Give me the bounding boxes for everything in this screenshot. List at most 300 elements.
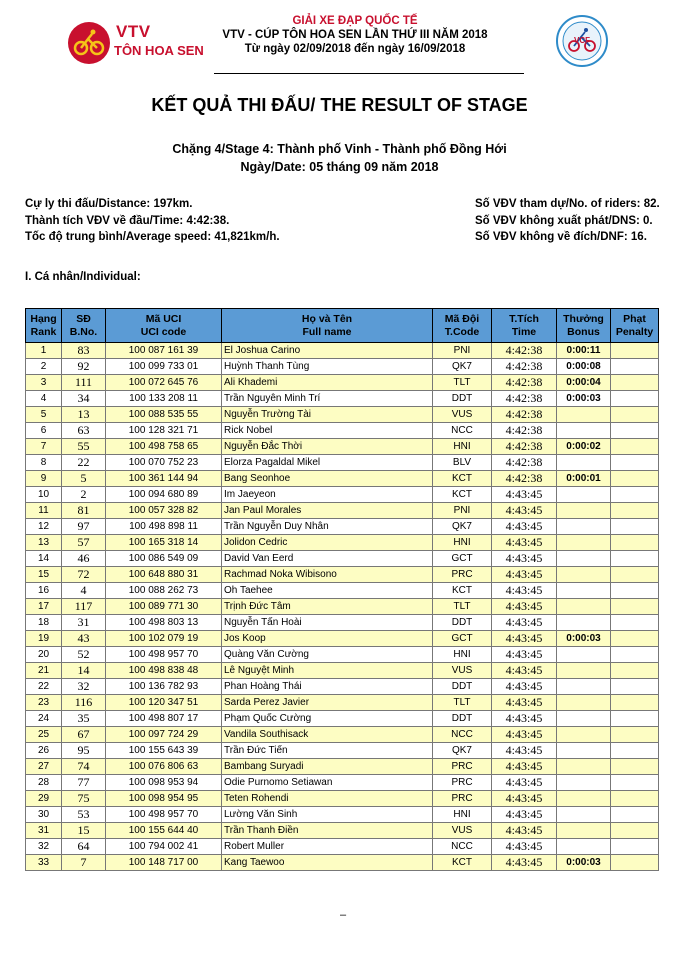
time-cell: 4:43:45	[492, 711, 557, 727]
cyclist-logo-icon	[68, 22, 110, 64]
uci-code-cell: 100 133 208 11	[106, 391, 222, 407]
rider-name-cell: Oh Taehee	[222, 583, 433, 599]
time-cell: 4:42:38	[492, 343, 557, 359]
rider-name-cell: Lường Văn Sinh	[222, 807, 433, 823]
uci-code-cell: 100 136 782 93	[106, 679, 222, 695]
rider-name-cell: Trịnh Đức Tâm	[222, 599, 433, 615]
uci-code-cell: 100 087 161 39	[106, 343, 222, 359]
penalty-cell	[611, 471, 659, 487]
rank-cell: 21	[26, 663, 62, 679]
table-row	[26, 599, 659, 615]
table-row	[26, 423, 659, 439]
column-header-vi: T.Tích	[509, 312, 539, 325]
penalty-cell	[611, 791, 659, 807]
bib-number-cell: 53	[62, 807, 106, 823]
event-title-line2: VTV - CÚP TÔN HOA SEN LẦN THỨ III NĂM 2018	[222, 29, 488, 41]
column-header-en: B.No.	[69, 325, 98, 338]
rider-name-cell: Lê Nguyệt Minh	[222, 663, 433, 679]
uci-code-cell: 100 498 957 70	[106, 647, 222, 663]
time-cell: 4:43:45	[492, 615, 557, 631]
time-cell: 4:43:45	[492, 583, 557, 599]
rank-cell: 29	[26, 791, 62, 807]
bib-number-cell: 116	[62, 695, 106, 711]
rider-name-cell: Jos Koop	[222, 631, 433, 647]
race-stats-right	[475, 196, 660, 246]
team-code-cell: PRC	[433, 775, 492, 791]
penalty-cell	[611, 807, 659, 823]
bonus-cell	[557, 807, 611, 823]
table-row	[26, 743, 659, 759]
rider-name-cell: El Joshua Carino	[222, 343, 433, 359]
penalty-cell	[611, 343, 659, 359]
results-body	[26, 343, 659, 871]
bonus-cell	[557, 839, 611, 855]
rider-name-cell: Jolidon Cedric	[222, 535, 433, 551]
table-row	[26, 631, 659, 647]
dnf-count-text: Số VĐV không về đích/DNF: 16.	[475, 231, 647, 243]
time-cell: 4:43:45	[492, 567, 557, 583]
table-row	[26, 471, 659, 487]
rank-cell: 5	[26, 407, 62, 423]
rank-cell: 33	[26, 855, 62, 871]
rider-name-cell: Trần Thanh Điền	[222, 823, 433, 839]
penalty-cell	[611, 455, 659, 471]
bonus-cell: 0:00:03	[557, 855, 611, 871]
bib-number-cell: 81	[62, 503, 106, 519]
rank-cell: 28	[26, 775, 62, 791]
team-code-cell: NCC	[433, 423, 492, 439]
bonus-cell	[557, 663, 611, 679]
penalty-cell	[611, 775, 659, 791]
bonus-cell	[557, 599, 611, 615]
penalty-cell	[611, 487, 659, 503]
penalty-cell	[611, 711, 659, 727]
uci-code-cell: 100 099 733 01	[106, 359, 222, 375]
team-code-cell: PRC	[433, 759, 492, 775]
time-cell: 4:43:45	[492, 727, 557, 743]
time-cell: 4:43:45	[492, 599, 557, 615]
table-row	[26, 359, 659, 375]
column-header-vi: Phạt	[623, 312, 646, 325]
uci-code-cell: 100 498 838 48	[106, 663, 222, 679]
penalty-cell	[611, 375, 659, 391]
rider-name-cell: Bang Seonhoe	[222, 471, 433, 487]
bonus-cell	[557, 567, 611, 583]
table-row	[26, 391, 659, 407]
bonus-cell	[557, 695, 611, 711]
bib-number-cell: 52	[62, 647, 106, 663]
event-title-line3: Từ ngày 02/09/2018 đến ngày 16/09/2018	[244, 43, 466, 55]
table-row	[26, 375, 659, 391]
bib-number-cell: 117	[62, 599, 106, 615]
column-header-en: UCI code	[140, 325, 187, 338]
rank-cell: 7	[26, 439, 62, 455]
bonus-cell	[557, 679, 611, 695]
rank-cell: 26	[26, 743, 62, 759]
rider-name-cell: Rick Nobel	[222, 423, 433, 439]
rider-name-cell: Odie Purnomo Setiawan	[222, 775, 433, 791]
distance-text: Cự ly thi đấu/Distance: 197km.	[25, 198, 193, 210]
bonus-cell	[557, 519, 611, 535]
penalty-cell	[611, 535, 659, 551]
bonus-cell: 0:00:02	[557, 439, 611, 455]
penalty-cell	[611, 359, 659, 375]
penalty-cell	[611, 439, 659, 455]
uci-code-cell: 100 155 643 39	[106, 743, 222, 759]
rider-name-cell: Teten Rohendi	[222, 791, 433, 807]
penalty-cell	[611, 567, 659, 583]
team-code-cell: QK7	[433, 359, 492, 375]
table-row	[26, 455, 659, 471]
rank-cell: 13	[26, 535, 62, 551]
bonus-cell	[557, 583, 611, 599]
event-title-block	[215, 14, 495, 56]
vcf-logo-text: VCF	[574, 36, 590, 45]
penalty-cell	[611, 615, 659, 631]
rank-cell: 2	[26, 359, 62, 375]
rider-name-cell: Trần Nguyễn Duy Nhân	[222, 519, 433, 535]
team-code-cell: KCT	[433, 471, 492, 487]
bonus-cell	[557, 503, 611, 519]
team-code-cell: VUS	[433, 823, 492, 839]
time-cell: 4:43:45	[492, 791, 557, 807]
penalty-cell	[611, 759, 659, 775]
bib-number-cell: 4	[62, 583, 106, 599]
column-header-en: Time	[511, 325, 537, 338]
column-header-vi: SĐ	[76, 312, 91, 325]
bonus-cell	[557, 487, 611, 503]
uci-code-cell: 100 086 549 09	[106, 551, 222, 567]
bonus-cell	[557, 775, 611, 791]
uci-code-cell: 100 098 953 94	[106, 775, 222, 791]
document-header	[0, 0, 679, 90]
bonus-cell	[557, 823, 611, 839]
uci-code-cell: 100 076 806 63	[106, 759, 222, 775]
vcf-logo	[555, 14, 609, 68]
team-code-cell: HNI	[433, 439, 492, 455]
bib-number-cell: 35	[62, 711, 106, 727]
column-header	[62, 309, 106, 343]
rider-name-cell: Ali Khademi	[222, 375, 433, 391]
logo-brand-bottom: TÔN HOA SEN	[114, 43, 204, 58]
bib-number-cell: 31	[62, 615, 106, 631]
column-header	[222, 309, 433, 343]
uci-code-cell: 100 155 644 40	[106, 823, 222, 839]
uci-code-cell: 100 057 328 82	[106, 503, 222, 519]
table-row	[26, 439, 659, 455]
rank-cell: 16	[26, 583, 62, 599]
rank-cell: 19	[26, 631, 62, 647]
uci-code-cell: 100 148 717 00	[106, 855, 222, 871]
rank-cell: 30	[26, 807, 62, 823]
rider-name-cell: Nguyễn Tấn Hoài	[222, 615, 433, 631]
bib-number-cell: 74	[62, 759, 106, 775]
bib-number-cell: 13	[62, 407, 106, 423]
average-speed-text: Tốc độ trung bình/Average speed: 41,821km/h.	[25, 231, 280, 243]
bonus-cell: 0:00:03	[557, 631, 611, 647]
rider-name-cell: Rachmad Noka Wibisono	[222, 567, 433, 583]
bib-number-cell: 14	[62, 663, 106, 679]
column-header	[492, 309, 557, 343]
column-header	[26, 309, 62, 343]
bib-number-cell: 92	[62, 359, 106, 375]
penalty-cell	[611, 391, 659, 407]
team-code-cell: DDT	[433, 391, 492, 407]
uci-code-cell: 100 097 724 29	[106, 727, 222, 743]
rider-name-cell: Nguyễn Đắc Thời	[222, 439, 433, 455]
time-cell: 4:43:45	[492, 647, 557, 663]
team-code-cell: VUS	[433, 407, 492, 423]
bib-number-cell: 55	[62, 439, 106, 455]
penalty-cell	[611, 631, 659, 647]
table-row	[26, 407, 659, 423]
penalty-cell	[611, 503, 659, 519]
footer-mark: –	[340, 909, 347, 921]
uci-code-cell: 100 089 771 30	[106, 599, 222, 615]
time-cell: 4:43:45	[492, 775, 557, 791]
team-code-cell: NCC	[433, 727, 492, 743]
rider-name-cell: Robert Muller	[222, 839, 433, 855]
bib-number-cell: 15	[62, 823, 106, 839]
team-code-cell: QK7	[433, 519, 492, 535]
bonus-cell	[557, 551, 611, 567]
time-cell: 4:42:38	[492, 375, 557, 391]
table-row	[26, 519, 659, 535]
bonus-cell	[557, 711, 611, 727]
team-code-cell: HNI	[433, 535, 492, 551]
team-code-cell: KCT	[433, 487, 492, 503]
team-code-cell: PRC	[433, 791, 492, 807]
penalty-cell	[611, 839, 659, 855]
team-code-cell: NCC	[433, 839, 492, 855]
time-cell: 4:43:45	[492, 535, 557, 551]
time-cell: 4:43:45	[492, 519, 557, 535]
bonus-cell	[557, 727, 611, 743]
event-title-line1: GIẢI XE ĐẠP QUỐC TẾ	[292, 15, 418, 27]
header-divider	[214, 73, 524, 74]
bib-number-cell: 2	[62, 487, 106, 503]
uci-code-cell: 100 070 752 23	[106, 455, 222, 471]
rider-name-cell: Kang Taewoo	[222, 855, 433, 871]
race-stats-left	[25, 196, 280, 246]
penalty-cell	[611, 407, 659, 423]
bib-number-cell: 46	[62, 551, 106, 567]
uci-code-cell: 100 794 002 41	[106, 839, 222, 855]
table-row	[26, 487, 659, 503]
page-title: KẾT QUẢ THI ĐẤU/ THE RESULT OF STAGE	[151, 95, 528, 115]
team-code-cell: DDT	[433, 711, 492, 727]
bib-number-cell: 22	[62, 455, 106, 471]
penalty-cell	[611, 647, 659, 663]
penalty-cell	[611, 599, 659, 615]
logo-brand-top: VTV	[116, 22, 151, 41]
team-code-cell: GCT	[433, 631, 492, 647]
team-code-cell: HNI	[433, 807, 492, 823]
rank-cell: 23	[26, 695, 62, 711]
time-cell: 4:43:45	[492, 823, 557, 839]
bib-number-cell: 34	[62, 391, 106, 407]
bonus-cell: 0:00:04	[557, 375, 611, 391]
rider-name-cell: Phan Hoàng Thái	[222, 679, 433, 695]
table-row	[26, 823, 659, 839]
table-row	[26, 839, 659, 855]
penalty-cell	[611, 583, 659, 599]
rank-cell: 14	[26, 551, 62, 567]
time-cell: 4:42:38	[492, 391, 557, 407]
rider-name-cell: Vandila Southisack	[222, 727, 433, 743]
rank-cell: 11	[26, 503, 62, 519]
rank-cell: 6	[26, 423, 62, 439]
riders-count-text: Số VĐV tham dự/No. of riders: 82.	[475, 198, 660, 210]
results-table	[25, 308, 659, 871]
vtv-ton-hoa-sen-logo	[68, 18, 218, 78]
rider-name-cell: Sarda Perez Javier	[222, 695, 433, 711]
uci-code-cell: 100 498 807 17	[106, 711, 222, 727]
bonus-cell	[557, 647, 611, 663]
bonus-cell	[557, 535, 611, 551]
table-row	[26, 535, 659, 551]
column-header-en: Bonus	[567, 325, 600, 338]
penalty-cell	[611, 551, 659, 567]
rider-name-cell: Bambang Suryadi	[222, 759, 433, 775]
uci-code-cell: 100 088 535 55	[106, 407, 222, 423]
dns-count-text: Số VĐV không xuất phát/DNS: 0.	[475, 214, 653, 227]
table-row	[26, 695, 659, 711]
rider-name-cell: Trần Đức Tiến	[222, 743, 433, 759]
column-header	[557, 309, 611, 343]
team-code-cell: TLT	[433, 599, 492, 615]
bonus-cell: 0:00:11	[557, 343, 611, 359]
penalty-cell	[611, 423, 659, 439]
column-header-vi: Mã UCI	[145, 312, 182, 325]
rider-name-cell: Im Jaeyeon	[222, 487, 433, 503]
table-row	[26, 775, 659, 791]
uci-code-cell: 100 498 957 70	[106, 807, 222, 823]
team-code-cell: PNI	[433, 503, 492, 519]
rider-name-cell: Huỳnh Thanh Tùng	[222, 359, 433, 375]
bib-number-cell: 5	[62, 471, 106, 487]
rider-name-cell: Nguyễn Trường Tài	[222, 407, 433, 423]
rider-name-cell: Elorza Pagaldal Mikel	[222, 455, 433, 471]
time-cell: 4:43:45	[492, 503, 557, 519]
bonus-cell	[557, 423, 611, 439]
time-cell: 4:42:38	[492, 471, 557, 487]
table-row	[26, 807, 659, 823]
rank-cell: 32	[26, 839, 62, 855]
table-row	[26, 759, 659, 775]
rider-name-cell: Quàng Văn Cường	[222, 647, 433, 663]
team-code-cell: DDT	[433, 679, 492, 695]
stage-title: Chặng 4/Stage 4: Thành phố Vinh - Thành phố Đồng Hới	[172, 142, 507, 156]
bib-number-cell: 83	[62, 343, 106, 359]
table-row	[26, 791, 659, 807]
bonus-cell	[557, 759, 611, 775]
bonus-cell: 0:00:03	[557, 391, 611, 407]
table-row	[26, 567, 659, 583]
rank-cell: 17	[26, 599, 62, 615]
team-code-cell: PRC	[433, 567, 492, 583]
column-header	[106, 309, 222, 343]
team-code-cell: TLT	[433, 695, 492, 711]
time-cell: 4:43:45	[492, 695, 557, 711]
rider-name-cell: Jan Paul Morales	[222, 503, 433, 519]
uci-code-cell: 100 498 758 65	[106, 439, 222, 455]
uci-code-cell: 100 098 954 95	[106, 791, 222, 807]
table-row	[26, 503, 659, 519]
penalty-cell	[611, 519, 659, 535]
penalty-cell	[611, 743, 659, 759]
rank-cell: 27	[26, 759, 62, 775]
penalty-cell	[611, 663, 659, 679]
time-cell: 4:43:45	[492, 759, 557, 775]
rank-cell: 22	[26, 679, 62, 695]
time-cell: 4:42:38	[492, 359, 557, 375]
uci-code-cell: 100 498 898 11	[106, 519, 222, 535]
bib-number-cell: 67	[62, 727, 106, 743]
time-cell: 4:43:45	[492, 839, 557, 855]
time-cell: 4:43:45	[492, 855, 557, 871]
rank-cell: 10	[26, 487, 62, 503]
rank-cell: 31	[26, 823, 62, 839]
time-cell: 4:42:38	[492, 407, 557, 423]
table-row	[26, 727, 659, 743]
team-code-cell: HNI	[433, 647, 492, 663]
rank-cell: 1	[26, 343, 62, 359]
team-code-cell: VUS	[433, 663, 492, 679]
column-header-en: T.Code	[444, 325, 480, 338]
table-row	[26, 647, 659, 663]
bonus-cell	[557, 615, 611, 631]
section-title: I. Cá nhân/Individual:	[25, 271, 141, 283]
rank-cell: 3	[26, 375, 62, 391]
penalty-cell	[611, 727, 659, 743]
bonus-cell	[557, 455, 611, 471]
uci-code-cell: 100 094 680 89	[106, 487, 222, 503]
rider-name-cell: Phạm Quốc Cường	[222, 711, 433, 727]
time-cell: 4:43:45	[492, 487, 557, 503]
penalty-cell	[611, 679, 659, 695]
table-row	[26, 343, 659, 359]
bib-number-cell: 7	[62, 855, 106, 871]
table-row	[26, 679, 659, 695]
rank-cell: 4	[26, 391, 62, 407]
team-code-cell: KCT	[433, 855, 492, 871]
uci-code-cell: 100 088 262 73	[106, 583, 222, 599]
bib-number-cell: 64	[62, 839, 106, 855]
team-code-cell: PNI	[433, 343, 492, 359]
bib-number-cell: 63	[62, 423, 106, 439]
uci-code-cell: 100 102 079 19	[106, 631, 222, 647]
time-cell: 4:43:45	[492, 679, 557, 695]
uci-code-cell: 100 120 347 51	[106, 695, 222, 711]
team-code-cell: TLT	[433, 375, 492, 391]
team-code-cell: BLV	[433, 455, 492, 471]
table-row	[26, 583, 659, 599]
rank-cell: 25	[26, 727, 62, 743]
column-header-vi: Mã Đội	[444, 312, 480, 325]
uci-code-cell: 100 361 144 94	[106, 471, 222, 487]
rank-cell: 20	[26, 647, 62, 663]
column-header-en: Penalty	[615, 325, 654, 338]
team-code-cell: KCT	[433, 583, 492, 599]
bonus-cell: 0:00:08	[557, 359, 611, 375]
uci-code-cell: 100 128 321 71	[106, 423, 222, 439]
table-header-row	[26, 309, 659, 343]
bonus-cell	[557, 407, 611, 423]
penalty-cell	[611, 855, 659, 871]
rank-cell: 9	[26, 471, 62, 487]
time-cell: 4:43:45	[492, 807, 557, 823]
